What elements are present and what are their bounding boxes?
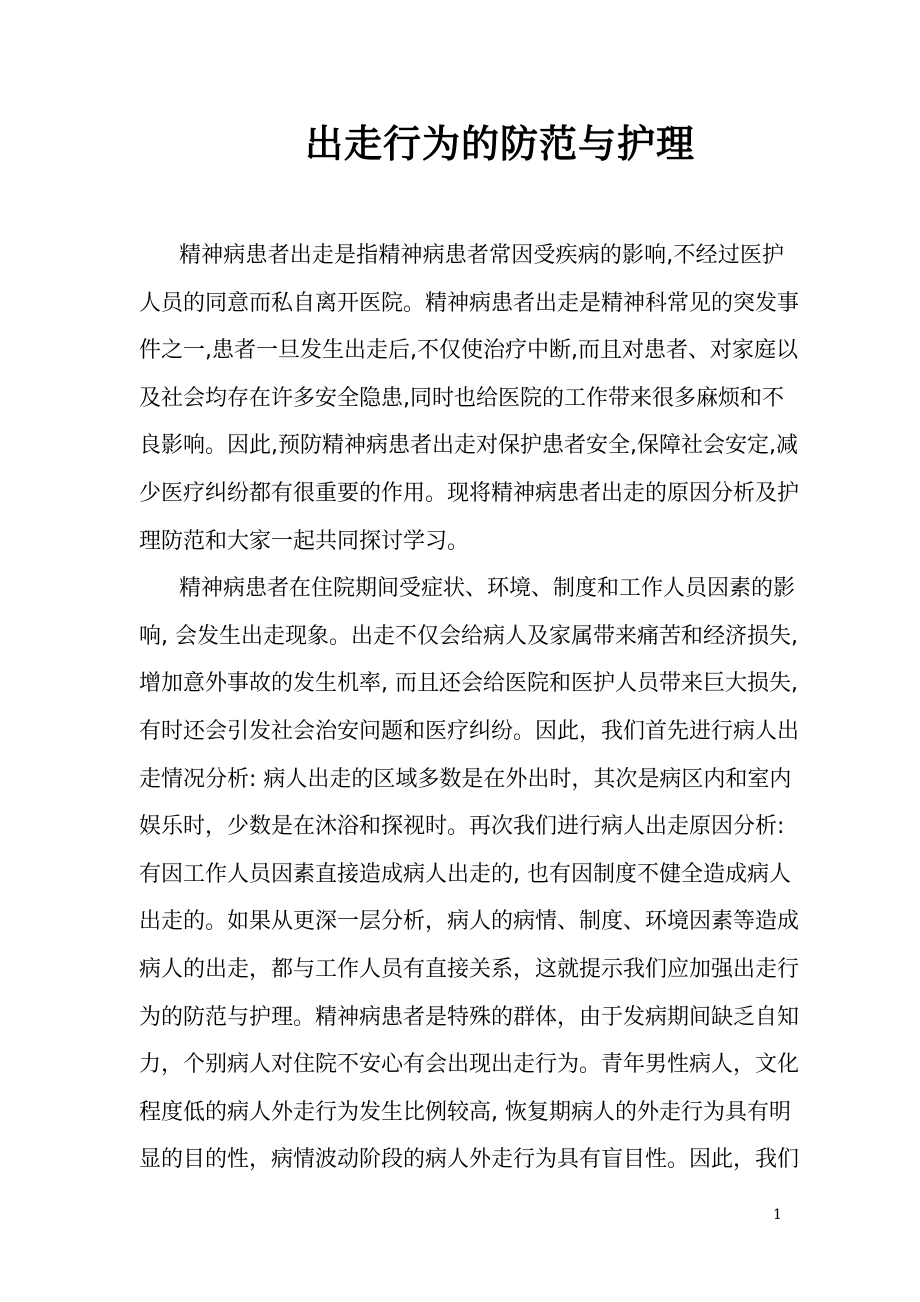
body-line: 走情况分析: 病人出走的区域多数是在外出时，其次是病区内和室内 — [139, 766, 792, 792]
body-line: 人员的同意而私自离开医院。精神病患者出走是精神科常见的突发事 — [139, 290, 800, 316]
body-line: 增加意外事故的发生机率, 而且还会给医院和医护人员带来巨大损失, — [139, 671, 798, 697]
body-line: 精神病患者出走是指精神病患者常因受疾病的影响,不经过医护 — [179, 243, 784, 268]
body-line: 理防范和大家一起共同探讨学习。 — [139, 528, 470, 554]
body-line: 响, 会发生出走现象。出走不仅会给病人及家属带来痛苦和经济损失, — [139, 623, 798, 649]
body-line: 及社会均存在许多安全隐患,同时也给医院的工作带来很多麻烦和不 — [139, 385, 784, 411]
body-line: 件之一,患者一旦发生出走后,不仅使治疗中断,而且对患者、对家庭以 — [139, 338, 798, 364]
body-line: 有时还会引发社会治安问题和医疗纠纷。因此，我们首先进行病人出 — [139, 718, 800, 744]
body-line: 力，个别病人对住院不安心有会出现出走行为。青年男性病人，文化 — [139, 1052, 800, 1078]
body-line: 出走的。如果从更深一层分析，病人的病情、制度、环境因素等造成 — [139, 909, 800, 935]
page-number: 1 — [773, 1207, 782, 1223]
body-line: 为的防范与护理。精神病患者是特殊的群体，由于发病期间缺乏自知 — [139, 1004, 800, 1030]
body-line: 娱乐时，少数是在沐浴和探视时。再次我们进行病人出走原因分析: — [139, 814, 785, 840]
document-title: 出走行为的防范与护理 — [304, 122, 695, 166]
body-line: 少医疗纠纷都有很重要的作用。现将精神病患者出走的原因分析及护 — [139, 480, 800, 506]
body-line: 病人的出走，都与工作人员有直接关系，这就提示我们应加强出走行 — [139, 956, 800, 982]
body-line: 显的目的性，病情波动阶段的病人外走行为具有盲目性。因此，我们 — [139, 1147, 800, 1173]
body-line: 有因工作人员因素直接造成病人出走的, 也有因制度不健全造成病人 — [139, 861, 791, 887]
body-line: 程度低的病人外走行为发生比例较高, 恢复期病人的外走行为具有明 — [139, 1099, 791, 1125]
document-body — [139, 232, 800, 1184]
body-line: 良影响。因此,预防精神病患者出走对保护患者安全,保障社会安定,减 — [139, 433, 798, 459]
body-line: 精神病患者在住院期间受症状、环境、制度和工作人员因素的影 — [179, 576, 796, 602]
